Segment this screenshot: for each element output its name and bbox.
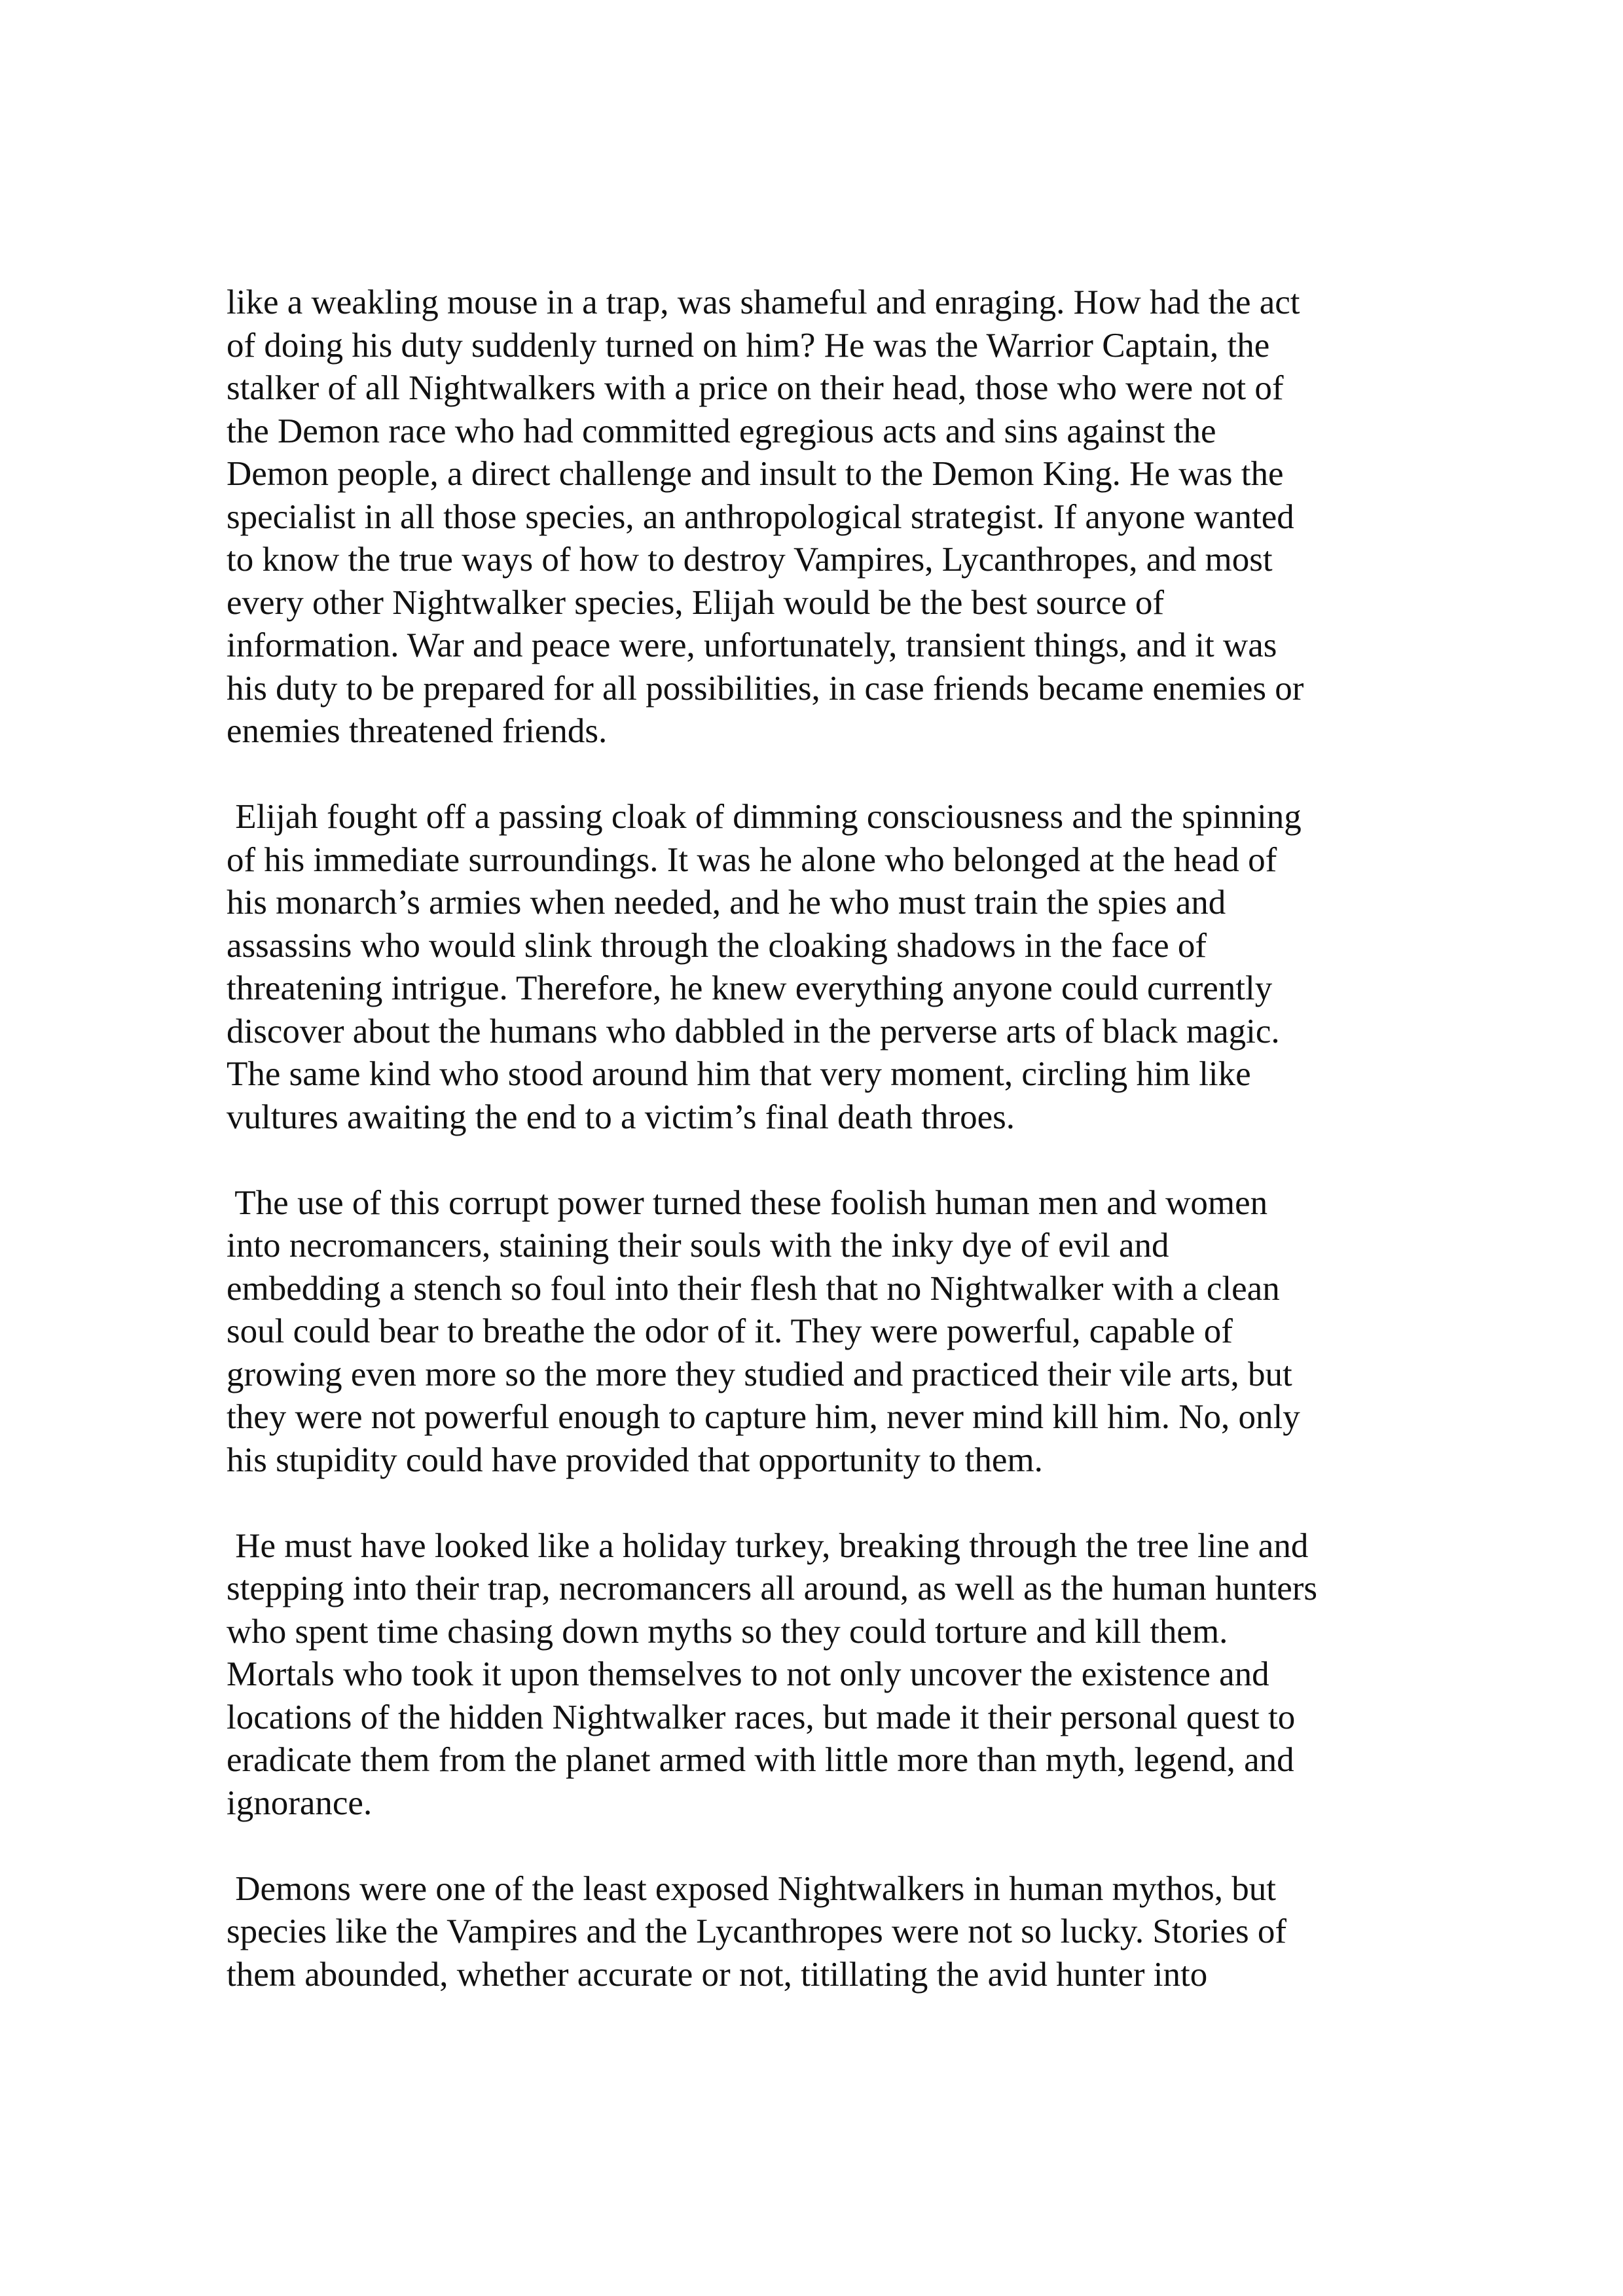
- text-line: ignorance.: [227, 1784, 373, 1822]
- paragraph-5: [227, 1868, 1464, 1997]
- text-line: embedding a stench so foul into their flesh that no Nightwalker with a clean: [227, 1269, 1280, 1308]
- text-line: the Demon race who had committed egregious acts and sins against the: [227, 412, 1216, 450]
- text-line: The use of this corrupt power turned these foolish human men and women: [227, 1183, 1268, 1222]
- paragraph-1: [227, 281, 1464, 753]
- text-line: his stupidity could have provided that opportunity to them.: [227, 1441, 1043, 1479]
- text-line: like a weakling mouse in a trap, was shameful and enraging. How had the act: [227, 283, 1300, 321]
- text-line: Elijah fought off a passing cloak of dimming consciousness and the spinning: [227, 798, 1302, 836]
- text-line: locations of the hidden Nightwalker races, but made it their personal quest to: [227, 1698, 1296, 1736]
- text-line: stalker of all Nightwalkers with a price on their head, those who were not of: [227, 369, 1284, 407]
- text-line: to know the true ways of how to destroy Vampires, Lycanthropes, and most: [227, 541, 1273, 579]
- text-line: them abounded, whether accurate or not, titillating the avid hunter into: [227, 1955, 1208, 1994]
- text-line: enemies threatened friends.: [227, 712, 608, 750]
- text-line: Demons were one of the least exposed Nightwalkers in human mythos, but: [227, 1869, 1276, 1908]
- text-line: every other Nightwalker species, Elijah would be the best source of: [227, 583, 1165, 622]
- paragraph-3: [227, 1182, 1464, 1482]
- text-line: discover about the humans who dabbled in the perverse arts of black magic.: [227, 1012, 1280, 1050]
- text-line: threatening intrigue. Therefore, he knew everything anyone could currently: [227, 969, 1273, 1007]
- text-line: The same kind who stood around him that very moment, circling him like: [227, 1055, 1251, 1093]
- body-text: [227, 281, 1464, 1996]
- text-line: specialist in all those species, an anthropological strategist. If anyone wanted: [227, 497, 1294, 536]
- text-line: stepping into their trap, necromancers all around, as well as the human hunters: [227, 1570, 1318, 1607]
- paragraph-gap: [227, 753, 1464, 797]
- paragraph-gap: [227, 1482, 1464, 1525]
- paragraph-gap: [227, 1139, 1464, 1182]
- text-line: into necromancers, staining their souls with the inky dye of evil and: [227, 1227, 1169, 1265]
- text-line: Mortals who took it upon themselves to not only uncover the existence and: [227, 1655, 1269, 1693]
- text-line: vultures awaiting the end to a victim’s final death throes.: [227, 1098, 1015, 1136]
- text-line: eradicate them from the planet armed with little more than myth, legend, and: [227, 1741, 1294, 1779]
- text-line: growing even more so the more they studied and practiced their vile arts, but: [227, 1355, 1292, 1393]
- text-line: species like the Vampires and the Lycanthropes were not so lucky. Stories of: [227, 1912, 1287, 1950]
- text-line: Demon people, a direct challenge and insult to the Demon King. He was the: [227, 455, 1284, 493]
- text-line: his duty to be prepared for all possibilities, in case friends became enemies or: [227, 669, 1304, 708]
- text-line: He must have looked like a holiday turkey, breaking through the tree line and: [227, 1526, 1309, 1565]
- text-line: his monarch’s armies when needed, and he who must train the spies and: [227, 884, 1226, 922]
- text-line: they were not powerful enough to capture him, never mind kill him. No, only: [227, 1398, 1300, 1436]
- text-line: soul could bear to breathe the odor of it. They were powerful, capable of: [227, 1312, 1233, 1350]
- text-line: of doing his duty suddenly turned on him? He was the Warrior Captain, the: [227, 326, 1270, 365]
- paragraph-4: [227, 1525, 1464, 1825]
- text-line: assassins who would slink through the cloaking shadows in the face of: [227, 926, 1207, 965]
- text-line: of his immediate surroundings. It was he alone who belonged at the head of: [227, 840, 1277, 879]
- text-line: information. War and peace were, unfortunately, transient things, and it was: [227, 626, 1277, 664]
- paragraph-gap: [227, 1825, 1464, 1868]
- paragraph-2: [227, 796, 1464, 1139]
- text-line: who spent time chasing down myths so they could torture and kill them.: [227, 1612, 1228, 1651]
